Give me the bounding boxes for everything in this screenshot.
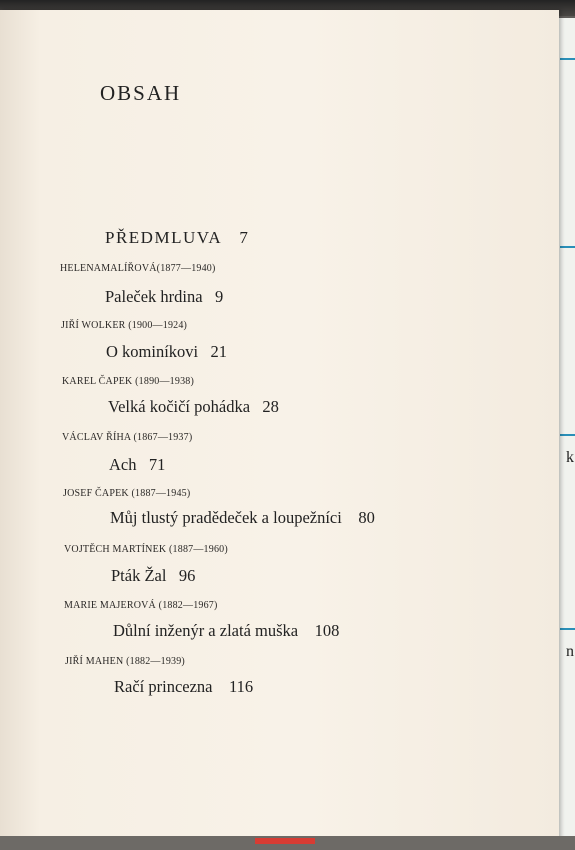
toc-entry-title: Paleček hrdina <box>105 287 203 306</box>
toc-entry-page: 96 <box>178 566 196 585</box>
next-page-rule <box>560 434 575 436</box>
toc-preface-page: 7 <box>239 228 250 247</box>
toc-entry <box>113 621 339 641</box>
toc-author: JIŘÍ WOLKER (1900—1924) <box>61 320 188 331</box>
contents-page <box>0 10 559 844</box>
next-page-letter: k <box>566 449 574 466</box>
next-page-rule <box>560 628 575 630</box>
toc-author: VOJTĚCH MARTÍNEK (1887—1960) <box>64 544 228 555</box>
toc-preface-title: PŘEDMLUVA <box>105 228 223 247</box>
toc-entry <box>114 677 253 697</box>
toc-entry-title: Velká kočičí pohádka <box>108 397 251 416</box>
toc-entry-title: Račí princezna <box>114 677 213 696</box>
next-page-rule <box>560 246 575 248</box>
toc-entry <box>109 455 165 475</box>
toc-entry-page: 71 <box>148 455 166 474</box>
toc-entry <box>106 342 227 362</box>
toc-entry-page: 116 <box>228 677 254 696</box>
toc-entry <box>111 566 195 586</box>
toc-entry <box>108 397 279 417</box>
toc-entry-title: O kominíkovi <box>106 342 199 361</box>
toc-entry-title: Důlní inženýr a zlatá muška <box>113 621 299 640</box>
toc-author: KAREL ČAPEK (1890—1938) <box>62 376 195 387</box>
next-page-rule <box>560 58 575 60</box>
toc-author: MARIE MAJEROVÁ (1882—1967) <box>64 600 218 611</box>
toc-author: VÁCLAV ŘÍHA (1867—1937) <box>62 432 193 443</box>
toc-entry-page: 28 <box>262 397 279 416</box>
toc-author: HELENAMALÍŘOVÁ(1877—1940) <box>60 263 216 274</box>
next-page-letter: n <box>566 643 574 660</box>
toc-entry-page: 80 <box>358 508 375 527</box>
toc-entry <box>105 287 223 307</box>
toc-preface <box>105 228 249 248</box>
toc-entry <box>110 508 375 528</box>
toc-entry-page: 108 <box>314 621 340 640</box>
toc-entry-page: 21 <box>210 342 228 361</box>
contents-heading: OBSAH <box>100 81 182 105</box>
toc-entry-title: Pták Žal <box>111 566 167 585</box>
toc-author: JIŘÍ MAHEN (1882—1939) <box>65 656 185 667</box>
toc-entry-page: 9 <box>214 287 224 306</box>
toc-entry-title: Ach <box>109 455 137 474</box>
red-cover-edge <box>255 838 315 844</box>
toc-entry-title: Můj tlustý pradědeček a loupežníci <box>110 508 342 527</box>
toc-author: JOSEF ČAPEK (1887—1945) <box>63 488 191 499</box>
